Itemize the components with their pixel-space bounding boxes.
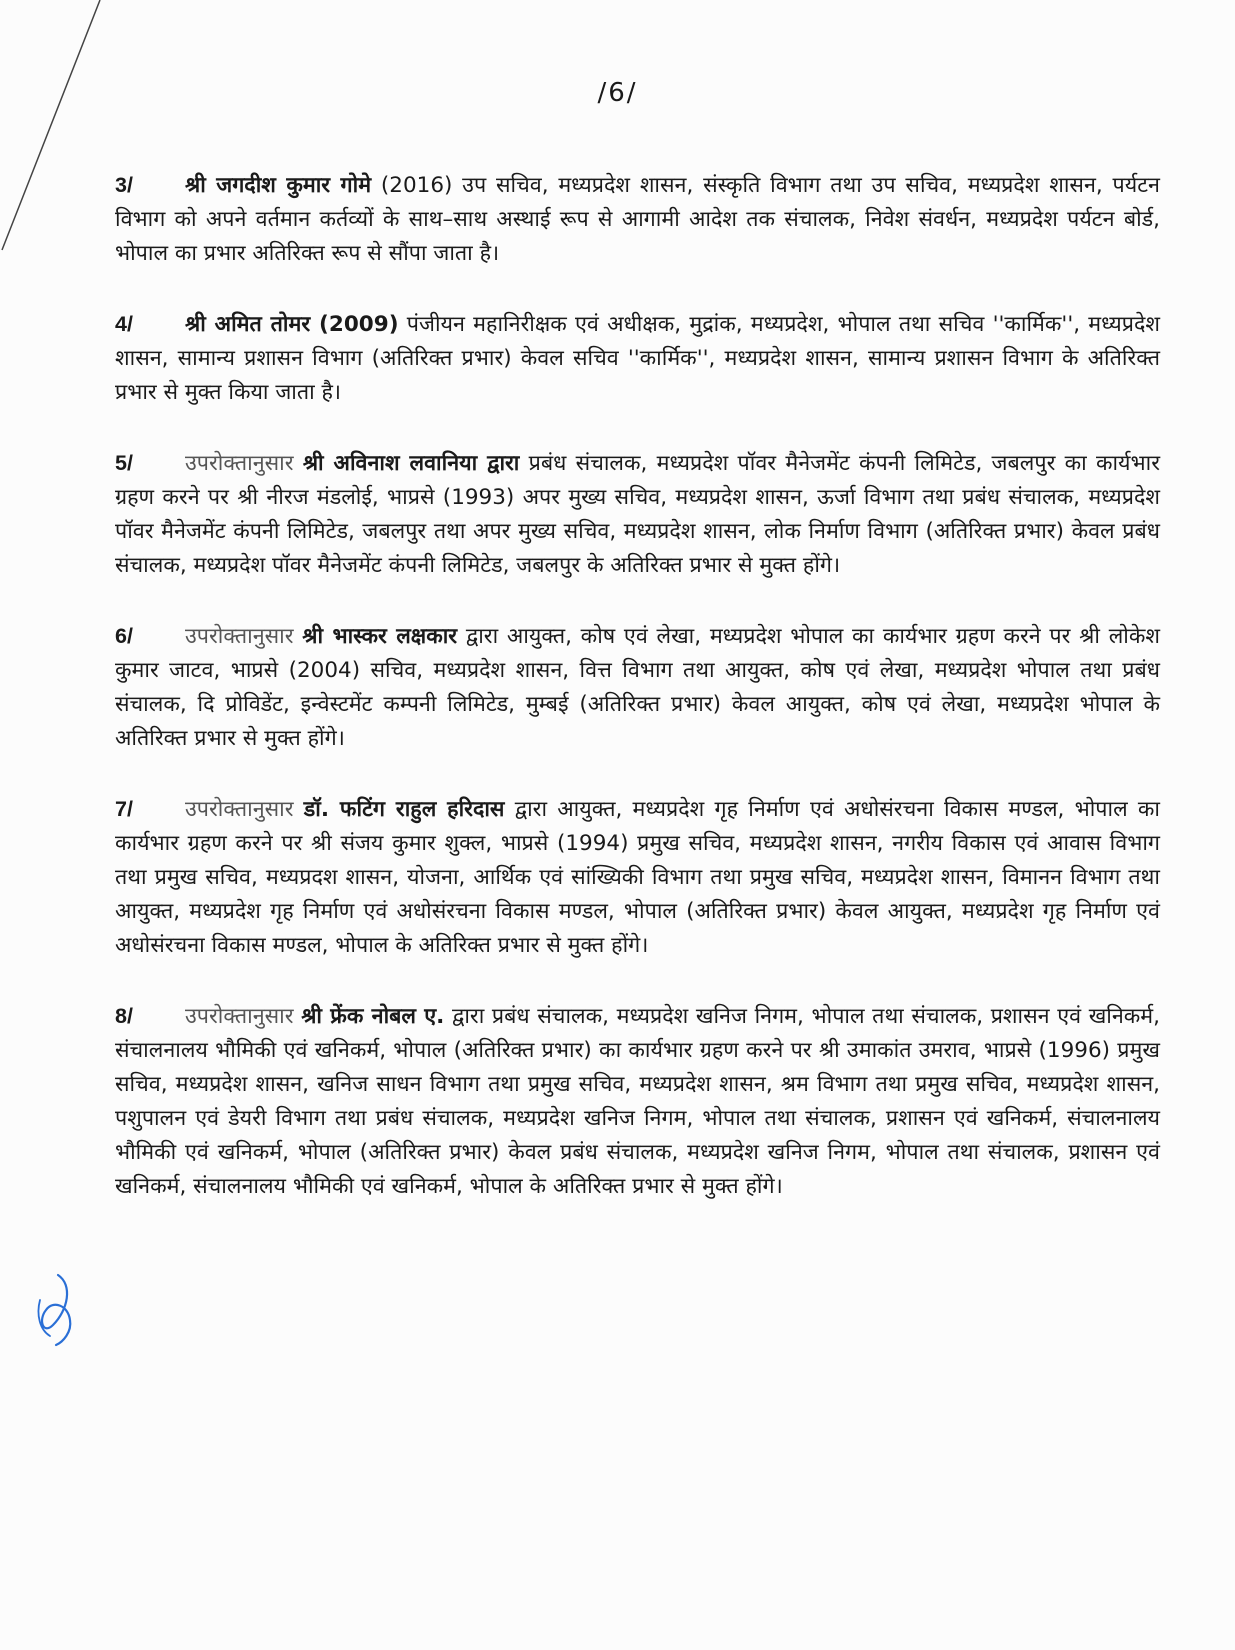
officer-name: श्री जगदीश कुमार गोमे [185,173,372,198]
paragraph-text: द्वारा आयुक्त, कोष एवं लेखा, मध्यप्रदेश भोपाल का कार्यभार ग्रहण करने पर श्री लोकेश कुमार जाटव, भाप्रसे (2004) सचिव, मध्यप्रदेश शासन, वित्त विभाग तथा आयुक्त, कोष एवं लेखा, मध्यप्रदेश भोपाल तथा प्रबंध संचालक, दि प्रोविडेंट, इन्वेस्टमेंट कम्पनी लिमिटेड, मुम्बई (अतिरिक्त प्रभार) केवल आयुक्त, कोष एवं लेखा, मध्यप्रदेश भोपाल के अतिरिक्त प्रभार से मुक्त होंगे। [115,624,1160,751]
paragraph-number: 7/ [115,797,133,821]
paragraph-text: द्वारा प्रबंध संचालक, मध्यप्रदेश खनिज निगम, भोपाल तथा संचालक, प्रशासन एवं खनिकर्म, संचालनालय भौमिकी एवं खनिकर्म, भोपाल (अतिरिक्त प्रभार) का कार्यभार ग्रहण करने पर श्री उमाकांत उमराव, भाप्रसे (1996) प्रमुख सचिव, मध्यप्रदेश शासन, खनिज साधन विभाग तथा प्रमुख सचिव, मध्यप्रदेश शासन, श्रम विभाग तथा प्रमुख सचिव, मध्यप्रदेश शासन, पशुपालन एवं डेयरी विभाग तथा प्रबंध संचालक, मध्यप्रदेश खनिज निगम, भोपाल तथा संचालक, प्रशासन एवं खनिकर्म, संचालनालय भौमिकी एवं खनिकर्म, भोपाल (अतिरिक्त प्रभार) केवल प्रबंध संचालक, मध्यप्रदेश खनिज निगम, भोपाल तथा संचालक, प्रशासन एवं खनिकर्म, संचालनालय भौमिकी एवं खनिकर्म, भोपाल के अतिरिक्त प्रभार से मुक्त होंगे। [115,1004,1160,1199]
document-body [115,168,1160,1240]
paragraph-text: द्वारा आयुक्त, मध्यप्रदेश गृह निर्माण एवं अधोसंरचना विकास मण्डल, भोपाल का कार्यभार ग्रहण करने पर श्री संजय कुमार शुक्ल, भाप्रसे (1994) प्रमुख सचिव, मध्यप्रदेश शासन, नगरीय विकास एवं आवास विभाग तथा प्रमुख सचिव, मध्यप्रदश शासन, योजना, आर्थिक एवं सांख्यिकी विभाग तथा प्रमुख सचिव, मध्यप्रदेश शासन, विमानन विभाग तथा आयुक्त, मध्यप्रदेश गृह निर्माण एवं अधोसंरचना विकास मण्डल, भोपाल (अतिरिक्त प्रभार) केवल आयुक्त, मध्यप्रदेश गृह निर्माण एवं अधोसंरचना विकास मण्डल, भोपाल के अतिरिक्त प्रभार से मुक्त होंगे। [115,797,1160,958]
paragraph-number: 5/ [115,451,133,475]
margin-scan-line [0,0,120,260]
paragraph-7 [115,792,1160,963]
paragraph-intro: उपरोक्तानुसार [185,451,294,476]
officer-name: श्री अविनाश लवानिया द्वारा [302,451,520,476]
paragraph-8 [115,999,1160,1204]
paragraph-number: 8/ [115,1004,133,1028]
paragraph-3 [115,168,1160,271]
paragraph-4 [115,307,1160,410]
paragraph-intro: उपरोक्तानुसार [185,1004,294,1029]
page-number: /6/ [597,78,638,108]
officer-name: श्री भास्कर लक्षकार [302,624,458,649]
paragraph-intro: उपरोक्तानुसार [185,624,294,649]
officer-name: डॉ. फटिंग राहुल हरिदास [303,797,505,822]
signature-mark [28,1270,88,1350]
paragraph-number: 4/ [115,312,133,336]
paragraph-6 [115,619,1160,756]
paragraph-5 [115,446,1160,583]
paragraph-number: 6/ [115,624,133,648]
officer-name: श्री अमित तोमर (2009) [185,312,399,337]
paragraph-text: प्रबंध संचालक, मध्यप्रदेश पॉवर मैनेजमेंट कंपनी लिमिटेड, जबलपुर का कार्यभार ग्रहण करने पर श्री नीरज मंडलोई, भाप्रसे (1993) अपर मुख्य सचिव, मध्यप्रदेश शासन, ऊर्जा विभाग तथा प्रबंध संचालक, मध्यप्रदेश पॉवर मैनेजमेंट कंपनी लिमिटेड, जबलपुर तथा अपर मुख्य सचिव, मध्यप्रदेश शासन, लोक निर्माण विभाग (अतिरिक्त प्रभार) केवल प्रबंध संचालक, मध्यप्रदेश पॉवर मैनेजमेंट कंपनी लिमिटेड, जबलपुर के अतिरिक्त प्रभार से मुक्त होंगे। [115,451,1160,578]
paragraph-text: (2016) उप सचिव, मध्यप्रदेश शासन, संस्कृति विभाग तथा उप सचिव, मध्यप्रदेश शासन, पर्यटन विभाग को अपने वर्तमान कर्तव्यों के साथ–साथ अस्थाई रूप से आगामी आदेश तक संचालक, निवेश संवर्धन, मध्यप्रदेश पर्यटन बोर्ड, भोपाल का प्रभार अतिरिक्त रूप से सौंपा जाता है। [115,173,1160,266]
officer-name: श्री फ्रेंक नोबल ए. [301,1004,445,1029]
paragraph-text: पंजीयन महानिरीक्षक एवं अधीक्षक, मुद्रांक, मध्यप्रदेश, भोपाल तथा सचिव ''कार्मिक'', मध्यप्रदेश शासन, सामान्य प्रशासन विभाग (अतिरिक्त प्रभार) केवल सचिव ''कार्मिक'', मध्यप्रदेश शासन, सामान्य प्रशासन विभाग के अतिरिक्त प्रभार से मुक्त किया जाता है। [115,312,1160,405]
paragraph-intro: उपरोक्तानुसार [185,797,294,822]
paragraph-number: 3/ [115,173,133,197]
